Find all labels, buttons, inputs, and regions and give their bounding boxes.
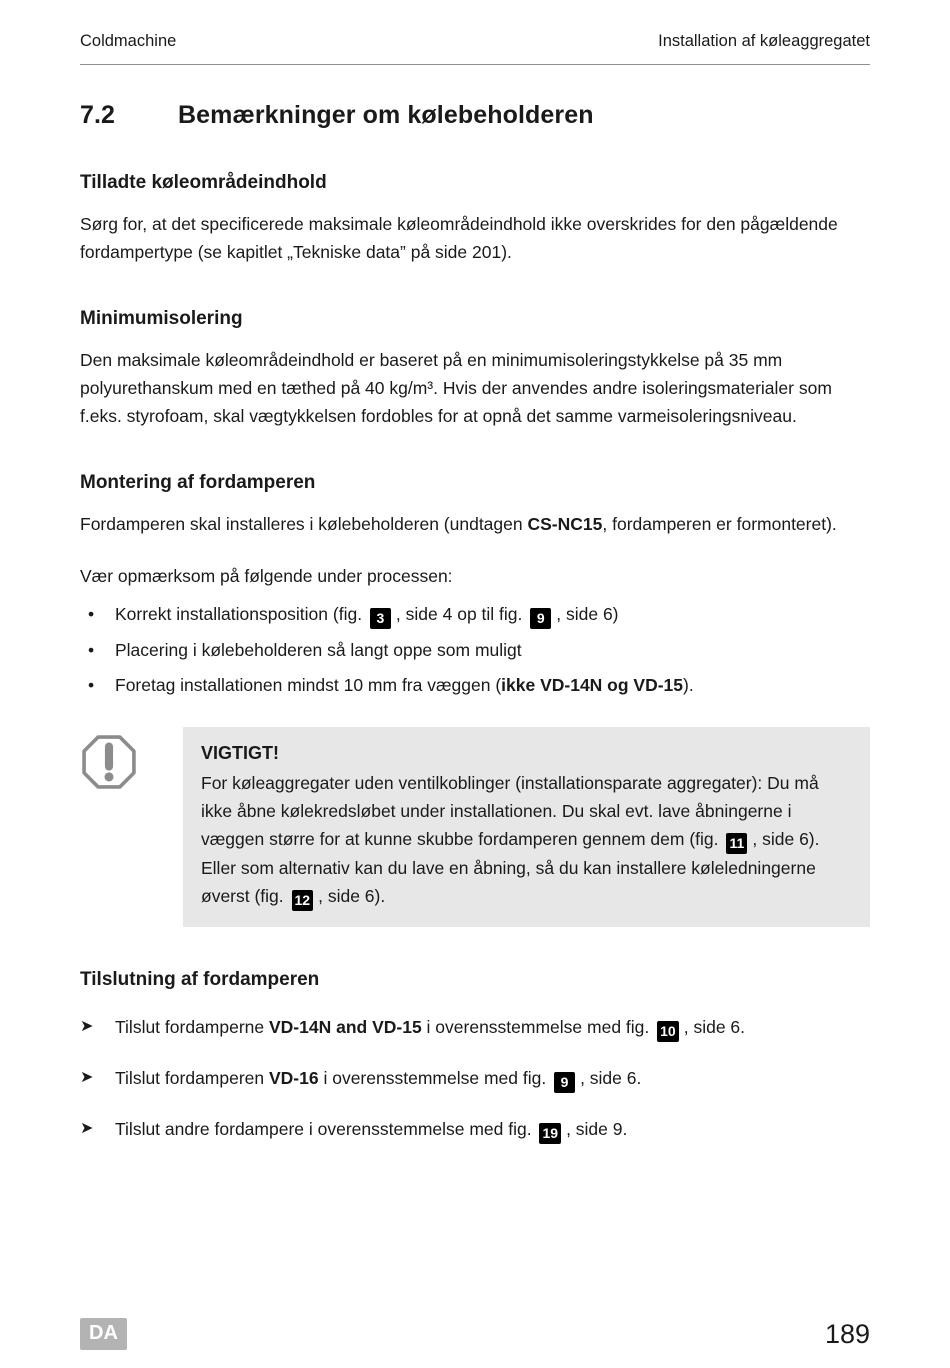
list-item bbox=[80, 636, 870, 664]
bullet-marker: • bbox=[88, 675, 95, 695]
paragraph-mounting-note: Vær opmærksom på følgende under processen: bbox=[80, 566, 453, 586]
figure-ref-badge: 11 bbox=[726, 833, 747, 854]
bullet-marker: • bbox=[88, 640, 95, 660]
paragraph-minimum-insulation: Den maksimale køleområdeindhold er baseret på en minimumisoleringstykkelse på 35 mm polyurethanskum med en tæthed på 40 kg/m³. Hvis der anvendes andre isoleringsmaterialer som f.eks. styrofoam, skal vægtykkelsen fordobles for at opnå det samme varmeisoleringsniveau. bbox=[80, 350, 832, 426]
notice-icon-column bbox=[80, 727, 183, 927]
step-item bbox=[80, 1013, 870, 1042]
language-badge: DA bbox=[80, 1318, 127, 1350]
important-notice bbox=[80, 727, 870, 927]
step-item-text: Tilslut fordamperne VD-14N and VD-15 i overensstemmelse med fig. 10 , side 6. bbox=[115, 1013, 870, 1042]
bullet-marker: • bbox=[88, 604, 95, 624]
notice-box bbox=[183, 727, 870, 927]
figure-ref-badge: 9 bbox=[554, 1072, 575, 1093]
mounting-bullet-list bbox=[80, 600, 870, 699]
figure-ref-badge: 3 bbox=[370, 608, 391, 629]
page-footer bbox=[80, 1318, 870, 1350]
warning-octagon-exclamation-icon bbox=[80, 778, 138, 795]
list-item bbox=[80, 600, 870, 629]
page-number: 189 bbox=[824, 1319, 870, 1349]
subheading-connecting-evaporator: Tilslutning af fordamperen bbox=[80, 969, 320, 990]
subheading-allowed-cooling-contents: Tilladte køleområdeindhold bbox=[80, 172, 327, 193]
list-item-text: Placering i kølebeholderen så langt oppe som muligt bbox=[115, 640, 522, 660]
step-item bbox=[80, 1115, 870, 1144]
paragraph-allowed-cooling-contents: Sørg for, at det specificerede maksimale køleområdeindhold ikke overskrides for den pågældende fordampertype (se kapitlet „Tekniske data” på side 201). bbox=[80, 214, 838, 262]
notice-body: For køleaggregater uden ventilkoblinger (installationsparate aggregater): Du må ikke åbne kølekredsløbet under installationen. Du skal evt. lave åbningerne i væggen større for at kunne skubbe fordamperen gennem dem (fig. 11 , side 6). Eller som alternativ kan du lave en åbning, så du kan installere køleledningerne øverst (fig. 12 , side 6). bbox=[201, 769, 852, 911]
arrow-marker: ➤ bbox=[80, 1069, 94, 1086]
arrow-marker: ➤ bbox=[80, 1120, 94, 1137]
figure-ref-badge: 19 bbox=[539, 1123, 561, 1144]
figure-ref-badge: 9 bbox=[530, 608, 551, 629]
section-number: 7.2 bbox=[80, 101, 116, 129]
subheading-mounting-evaporator: Montering af fordamperen bbox=[80, 472, 316, 493]
paragraph-mounting-intro: Fordamperen skal installeres i kølebeholderen (undtagen CS-NC15, fordamperen er formonteret). bbox=[80, 514, 837, 534]
arrow-marker: ➤ bbox=[80, 1018, 94, 1035]
section-heading bbox=[80, 101, 870, 130]
step-item-text: Tilslut andre fordampere i overensstemmelse med fig. 19 , side 9. bbox=[115, 1115, 870, 1144]
header-right-title: Installation af køleaggregatet bbox=[658, 32, 870, 50]
header-left-title: Coldmachine bbox=[80, 32, 177, 50]
notice-title: VIGTIGT! bbox=[201, 743, 279, 763]
list-item bbox=[80, 671, 870, 699]
figure-ref-badge: 12 bbox=[292, 890, 314, 911]
step-item-text: Tilslut fordamperen VD-16 i overensstemmelse med fig. 9 , side 6. bbox=[115, 1064, 870, 1093]
section-heading-text: Bemærkninger om kølebeholderen bbox=[178, 101, 594, 129]
list-item-text: Korrekt installationsposition (fig. 3 , side 4 op til fig. 9 , side 6) bbox=[115, 600, 870, 629]
subheading-minimum-insulation: Minimumisolering bbox=[80, 308, 243, 329]
step-item bbox=[80, 1064, 870, 1093]
figure-ref-badge: 10 bbox=[657, 1021, 679, 1042]
connection-steps-list bbox=[80, 1013, 870, 1144]
page-header bbox=[80, 0, 870, 65]
list-item-text: Foretag installationen mindst 10 mm fra væggen (ikke VD-14N og VD-15). bbox=[115, 675, 694, 695]
